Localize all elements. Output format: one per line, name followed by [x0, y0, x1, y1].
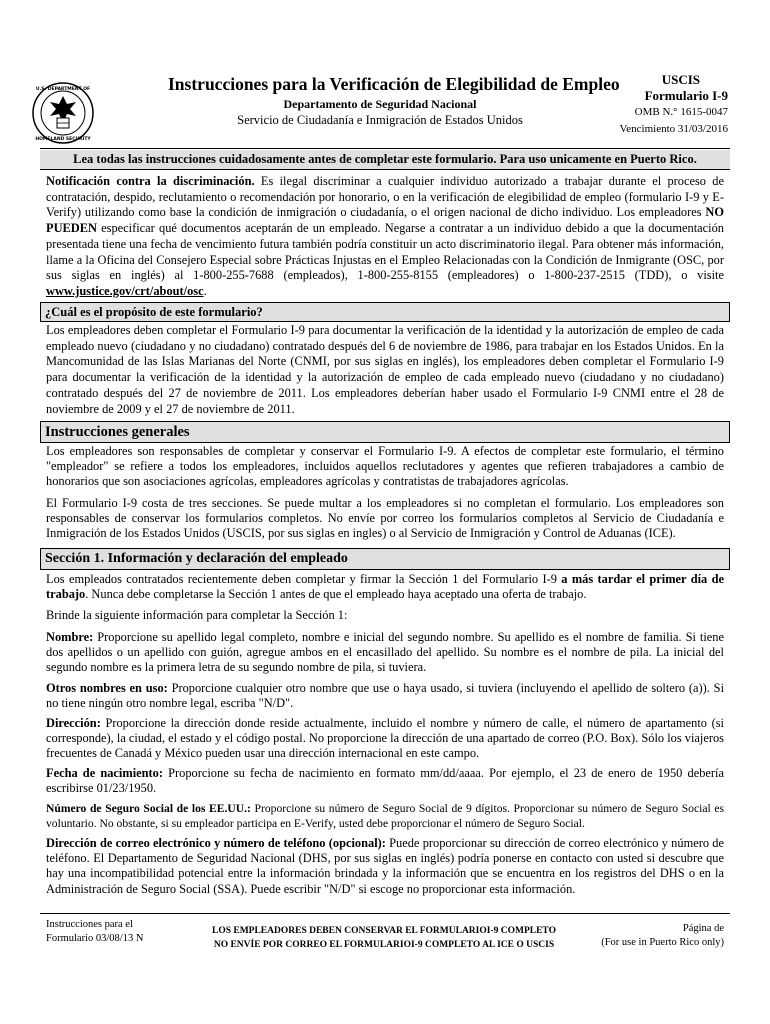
page-title: Instrucciones para la Verificación de Elegibilidad de Empleo — [168, 74, 620, 94]
instructions-notice-bar: Lea todas las instrucciones cuidadosamente antes de completar este formulario. Para uso unicamente en Puerto Rico. — [40, 150, 730, 170]
general-section-heading: Instrucciones generales — [40, 421, 730, 443]
footer-retention-notice: LOS EMPLEADORES DEBEN CONSERVAR EL FORMULARIOI-9 COMPLETO NO ENVÍE POR CORREO EL FORMULARIOI-9 COMPLETO AL ICE O USCIS — [211, 926, 556, 950]
omb-number: OMB N.° 1615-0047 — [634, 106, 728, 118]
footer-page-info: Página de (For use in Puerto Rico only) — [601, 923, 724, 948]
footer-form-edition: Instrucciones para el Formulario 03/08/13 N — [46, 919, 144, 944]
general-paragraph-2: El Formulario I-9 costa de tres secciones. Se puede multar a los empleadores si no completan el formulario. Los empleadores son responsables de conservar los formularios completos. No envíe por correo los formularios completos al Servicio de Ciudadanía e Inmigración de los Estados Unidos (USCIS, por sus siglas en ingles) o al Servicio de Inmigración y Control de Aduanas (ICE). — [46, 496, 724, 541]
section1-heading: Sección 1. Información y declaración del empleado — [40, 548, 730, 570]
expiration-date: Vencimiento 31/03/2016 — [619, 123, 728, 135]
field-dob-instructions: Fecha de nacimiento: Proporcione su fecha de nacimiento en formato mm/dd/aaaa. Por ejemplo, el 23 de enero de 1950 debería escribirse 01/23/1950. — [46, 766, 724, 796]
department-name: Departamento de Seguridad Nacional — [283, 97, 477, 111]
field-ssn-instructions: Número de Seguro Social de los EE.UU.: Proporcione su número de Seguro Social de 9 dígitos. Proporcionar su número de Seguro Social es voluntario. No obstante, si su empleador participa en E-Verify, usted debe proporcionar el número de Seguro Social. — [46, 802, 724, 830]
discrimination-heading: Notificación contra la discriminación. — [46, 174, 255, 188]
footer-divider — [40, 913, 730, 914]
section1-provide: Brinde la siguiente información para completar la Sección 1: — [46, 608, 348, 622]
header-divider — [40, 148, 730, 149]
form-label: Formulario I-9 — [644, 88, 728, 103]
svg-text:U.S. DEPARTMENT OF: U.S. DEPARTMENT OF — [35, 87, 91, 92]
purpose-paragraph: Los empleadores deben completar el Formulario I-9 para documentar la verificación de la identidad y la autorización de empleo de cada empleado nuevo (ciudadano y no ciudadano) contratado después del 6 de noviembre de 1986, para trabajar en los Estados Unidos. En la Mancomunidad de las Islas Marianas del Norte (CNMI, por sus siglas en inglés), los empleadores deben completar el Formulario I-9 para documentar la verificación de la identidad y la autorización de empleo de cada empleado nuevo (ciudadano y no ciudadano) contratado después del 27 de noviembre de 2011. Los empleadores deberían haber usado el Formulario I-9 CNMI entre el 28 de noviembre de 2009 y el 27 de noviembre de 2011. — [46, 323, 724, 416]
osc-link[interactable]: www.justice.gov/crt/about/osc — [46, 283, 204, 298]
agency-label: USCIS — [661, 72, 700, 87]
field-address-instructions: Dirección: Proporcione la dirección donde reside actualmente, incluido el nombre y número de calle, el número de apartamento (si corresponde), la ciudad, el estado y el código postal. No proporcione la dirección de una apartado de correo (P.O. Box). Sólo los viajeros frecuentes de Canadá y México pueden usar una dirección internacional en este campo. — [46, 716, 724, 761]
field-email-phone-instructions: Dirección de correo electrónico y número de teléfono (opcional): Puede proporcionar su dirección de correo electrónico y número de teléfono. El Departamento de Seguridad Nacional (DHS, por sus siglas en inglés) podría ponerse en contacto con usted si descubre que hay una incompatibilidad potencial entre la información brindada y la información que se encuentra en los registros del DHS o en la Administración de Seguro Social (SSA). Puede escribir "N/D" si escoge no proporcionar esta información. — [46, 836, 724, 896]
purpose-section-heading: ¿Cuál es el propósito de este formulario? — [40, 302, 730, 322]
field-name-instructions: Nombre: Proporcione su apellido legal completo, nombre e inicial del segundo nombre. Su apellido es el nombre de familia. Si tiene dos apellidos o un apellido con guión, agregue ambos en el encasillado del apellido. Su nombre es el nombre de pila. La inicial del segundo nombre es la primera letra de su segundo nombre de pila, si tuviera. — [46, 630, 724, 675]
discrimination-notice: Notificación contra la discriminación. Es ilegal discriminar a cualquier individuo autorizado a trabajar durante el proceso de contratación, despido, reclutamiento o recomendación por honorario, o en la verificación de elegibilidad de empleo (formulario I-9 y E-Verify) utilizando como base la condición de inmigración o ciudadanía, o el origen nacional de dicho individuo. Los empleadores NO PUEDEN especificar qué documentos aceptarán de un empleado. Negarse a contratar a un individuo debido a que la documentación presentada tiene una fecha de vencimiento futura también podría constituir un acto discriminatorio ilegal. Para obtener más información, llame a la Oficina del Consejero Especial sobre Prácticas Injustas en el Empleo Relacionadas con la Condición de Inmigrante (OSC, por sus siglas en inglés) al 1-800-255-7688 (empleados), 1-800-255-8155 (empleadores) o 1-800-237-2515 (TDD), o visite www.justice.gov/crt/about/osc. — [46, 174, 724, 298]
general-paragraph-1: Los empleadores son responsables de completar y conservar el Formulario I-9. A efectos de completar este formulario, el término "empleador" se refiere a todos los empleadores, incluidos aquellos reclutadores y agentes que refieren trabajadores a cambio de honorarios que son asociaciones agrícolas, empleadores agrícolas y contratistas de trabajadores agrícolas. — [46, 444, 724, 489]
service-name: Servicio de Ciudadanía e Inmigración de Estados Unidos — [237, 113, 523, 127]
section1-intro: Los empleados contratados recientemente deben completar y firmar la Sección 1 del Formulario I-9 a más tardar el primer día de trabajo. Nunca debe completarse la Sección 1 antes de que el empleado haya aceptado una oferta de trabajo. — [46, 572, 724, 602]
svg-text:HOMELAND SECURITY: HOMELAND SECURITY — [35, 137, 91, 142]
field-other-names-instructions: Otros nombres en uso: Proporcione cualquier otro nombre que use o haya usado, si tuviera (incluyendo el apellido de soltero (a)). Si no tiene ningún otro nombre legal, escriba "N/D". — [46, 681, 725, 711]
